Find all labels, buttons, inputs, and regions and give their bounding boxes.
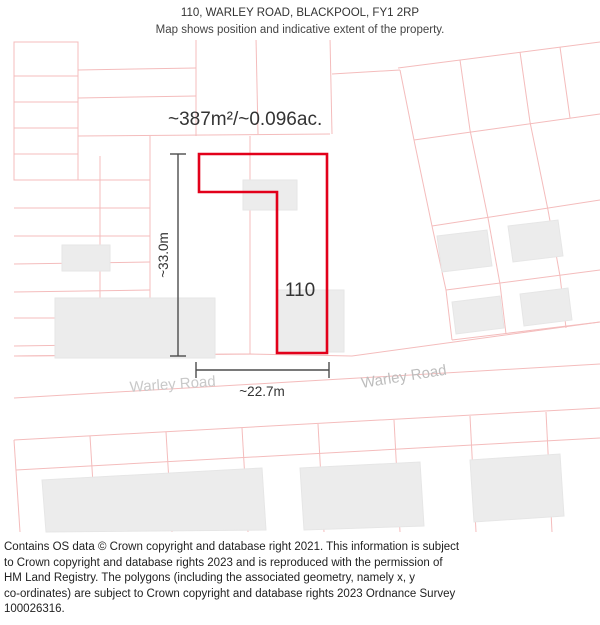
footer-line-2: to Crown copyright and database rights 2023 and is reproduced with the permission of xyxy=(4,556,443,569)
vertical-dimension-label: ~33.0m xyxy=(156,232,171,278)
map-canvas[interactable] xyxy=(0,40,600,534)
road-label-right: Warley Road xyxy=(359,361,448,392)
page-header xyxy=(0,0,600,38)
page-subtitle: Map shows position and indicative extent of the property. xyxy=(155,24,445,36)
footer-line-3: HM Land Registry. The polygons (including the associated geometry, namely x, y xyxy=(4,572,416,584)
page-title: 110, WARLEY ROAD, BLACKPOOL, FY1 2RP xyxy=(180,7,420,19)
copyright-footer xyxy=(0,536,600,618)
plot-number-label: 110 xyxy=(284,280,316,301)
map-svg[interactable] xyxy=(0,40,600,534)
area-label: ~387m²/~0.096ac. xyxy=(168,109,323,130)
footer-line-5: 100026316. xyxy=(4,603,65,615)
horizontal-dimension-label: ~22.7m xyxy=(239,384,285,399)
footer-line-1: Contains OS data © Crown copyright and database right 2021. This information is subject xyxy=(4,541,460,553)
road-label-left: Warley Road xyxy=(129,373,217,396)
footer-line-4: co-ordinates) are subject to Crown copyright and database rights 2023 Ordnance Survey xyxy=(4,587,456,600)
